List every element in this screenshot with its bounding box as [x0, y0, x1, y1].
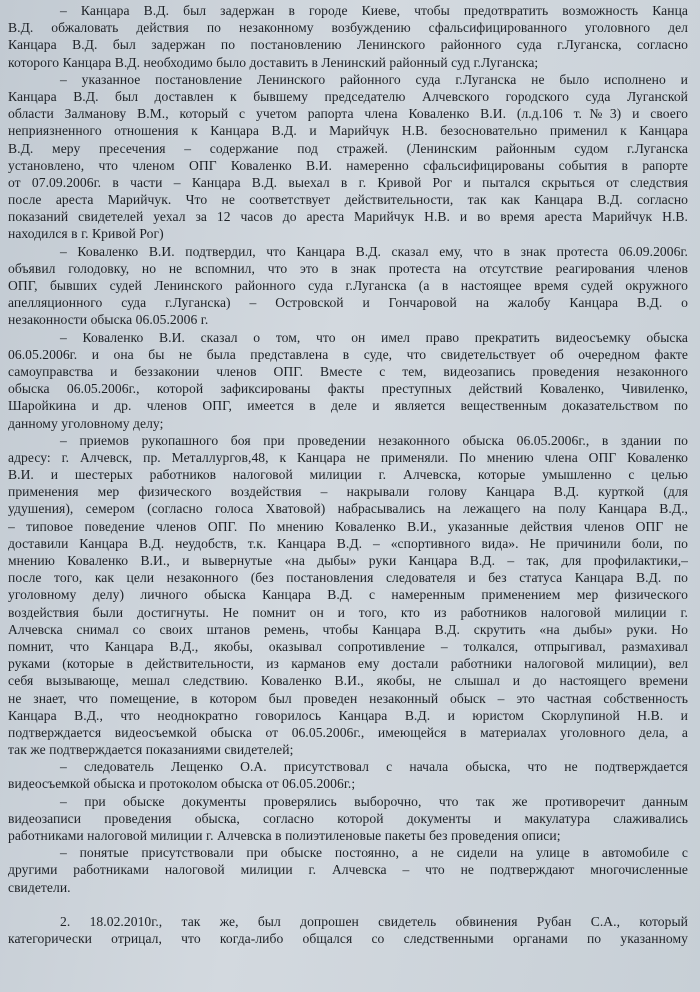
text-line: воздействия были достигнуты. Не помнит он и того, кто из работников налоговой милиции г. [8, 604, 688, 620]
text-line: от 07.09.2006г. в части – Канцара В.Д. выехал в г. Кривой Рог и пытался скрыться от следствия [8, 174, 688, 190]
text-line: категорически отрицал, что когда-либо общался со следственными органами по указанному [8, 930, 688, 946]
text-line: В.Д. обжаловать действия по незаконному возбуждению сфальсифицированного уголовного дел [8, 20, 688, 36]
text-line: незаконности обыска 06.05.2006 г. [8, 312, 209, 328]
text-line: показаний свидетелей уехал за 12 часов до ареста Марийчук Н.В. и во время ареста Марийчук Н.В. [8, 209, 688, 225]
text-line: себя вызывающе, мешал следствию. Коваленко В.И., якобы, не слышал и до настоящего времени [8, 673, 688, 689]
text-line: неприязненного отношения к Канцара В.Д. и Марийчук Н.В. безосновательно применил к Канцара [8, 123, 688, 139]
text-line: подтверждается видеосъемкой обыска от 06.05.2006г., имеющейся в материалах уголовного дела, а [8, 724, 688, 740]
text-line: – типовое поведение членов ОПГ. По мнению Коваленко В.И., указанные действия членов ОПГ не [8, 518, 688, 534]
text-line: помнит, что Канцара В.Д., якобы, оказывал сопротивление – толкался, отпрыгивал, размахивал [8, 638, 688, 654]
text-line: В.И. и шестерых работников налоговой милиции г. Алчевска, которые умышленно с целью [8, 467, 688, 483]
text-line: ОПГ, бывших судей Ленинского районного суда г.Луганска (а в настоящее время судей окружного [8, 278, 688, 293]
text-line: руками (которые в действительности, из карманов ему достали работники налоговой милиции), вел [8, 656, 688, 672]
text-line: после ареста Марийчук. Что не соответствует действительности, так как Канцара В.Д. согласно [8, 192, 688, 208]
text-line: – Коваленко В.И. сказал о том, что он имел право прекратить видеосъемку обыска [60, 329, 688, 345]
text-line: апелляционного суда г.Луганска) – Островской и Гончаровой на жалобу Канцара В.Д. о [8, 295, 688, 311]
text-line: другими работниками налоговой милиции г. Алчевска – что не подтверждают многочисленные [8, 862, 688, 878]
text-line: – Коваленко В.И. подтвердил, что Канцара В.Д. сказал ему, что в знак протеста 06.09.2006г. [60, 243, 688, 259]
text-line: – при обыске документы проверялись выборочно, что так же противоречит данным [60, 793, 688, 809]
text-line: Канцара В.Д., что неоднократно говорилось Канцара В.Д. и юристом Скорлупиной Н.В. и [8, 707, 688, 723]
text-line: области Залманову В.М., который с учетом рапорта члена Коваленко В.И. (л.д.106 т.№3) и своего [8, 106, 688, 122]
text-line: Канцара В.Д. был доставлен к бывшему председателю Алчевского городского суда Луганской [8, 88, 688, 104]
text-line: установлено, что членом ОПГ Коваленко В.И. намеренно сфальсифицированы события в рапорте [8, 157, 688, 173]
text-line: объявил голодовку, но не вспомнил, что это в знак протеста на отсутствие реагирования членов [8, 260, 688, 276]
text-line: – указанное постановление Ленинского районного суда г.Луганска не было исполнено и [60, 71, 688, 87]
text-line: 06.05.2006г. и она бы не была представлена в суде, что свидетельствует об очередном факте [8, 346, 688, 362]
text-line: обыска 06.05.2006г., которой зафиксированы факты преступных действий Коваленко, Чивиленко, [8, 381, 688, 397]
text-line: адресу: г. Алчевск, пр. Металлургов,48, к Канцара не применяли. По мнению члена ОПГ Коваленко [8, 449, 688, 465]
text-line: – понятые присутствовали при обыске постоянно, а не сидели на улице в автомобиле с [60, 845, 688, 861]
text-line: – следователь Лещенко О.А. присутствовал с начала обыска, что не подтверждается [60, 759, 688, 775]
text-line: работниками налоговой милиции г. Алчевска в полиэтиленовые пакеты без проведения описи; [8, 828, 561, 843]
text-line: которого Канцара В.Д. необходимо было доставить в Ленинский районный суд г.Луганска; [8, 54, 539, 70]
text-line: 2. 18.02.2010г., так же, был допрошен свидетель обвинения Рубан С.А., который [60, 913, 688, 929]
text-line: уголовному делу) личного обыска Канцара В.Д. с намеренным применением мер физического [8, 587, 688, 603]
text-line: Канцара В.Д. был задержан по постановлению Ленинского районного суда г.Луганска, согласно [8, 37, 688, 53]
text-line: В.Д. меру пресечения – содержание под стражей. (Ленинским районным судом г.Луганска [8, 140, 688, 156]
text-line: самоуправства и беззаконии членов ОПГ. Вместе с тем, видеозапись проведения незаконного [8, 363, 688, 379]
text-line: так же подтверждается показаниями свидетелей; [8, 742, 294, 758]
text-line: не знает, что помещение, в котором был проведен незаконный обыск – это частная собственность [8, 690, 688, 706]
text-line: после того, как цели незаконного (без постановления следователя и без статуса Канцара В.Д. по [8, 570, 688, 586]
text-line: свидетели. [8, 879, 71, 895]
text-line: Алчевска снимал со своих штанов ремень, чтобы Канцара В.Д. скрутить «на дыбы» руки. Но [8, 621, 688, 637]
text-line: Шаройкина и др. членов ОПГ, имеется в деле и является вещественным доказательством по [8, 398, 688, 414]
text-line: применения мер физического воздействия – накрывали голову Канцара В.Д. курткой (для [8, 484, 688, 500]
text-line: – Канцара В.Д. был задержан в городе Киеве, чтобы предотвратить возможность Канца [60, 3, 688, 18]
text-line: видеозаписи проведения обыска, согласно которой документы и макулатура слаживались [8, 810, 688, 826]
text-line: удушения), семером (согласно голоса Хватовой) набрасывались на лежащего на полу Канцара В.Д., [8, 501, 688, 517]
text-line: мнению Коваленко В.И., и вывернутые «на дыбы» руки Канцара В.Д. – так, для профилактики,– [8, 553, 688, 568]
text-line: находился в г. Кривой Рог) [8, 226, 164, 242]
text-line: данному уголовному делу; [8, 415, 164, 431]
text-line: видеосъемкой обыска и протоколом обыска от 06.05.2006г.; [8, 776, 356, 792]
text-line: доставили Канцара В.Д. неудобств, т.к. Канцара В.Д. – «спортивного вида». Не причинили боли, по [8, 535, 688, 551]
text-line: – приемов рукопашного боя при проведении незаконного обыска 06.05.2006г., в здании по [60, 432, 688, 448]
